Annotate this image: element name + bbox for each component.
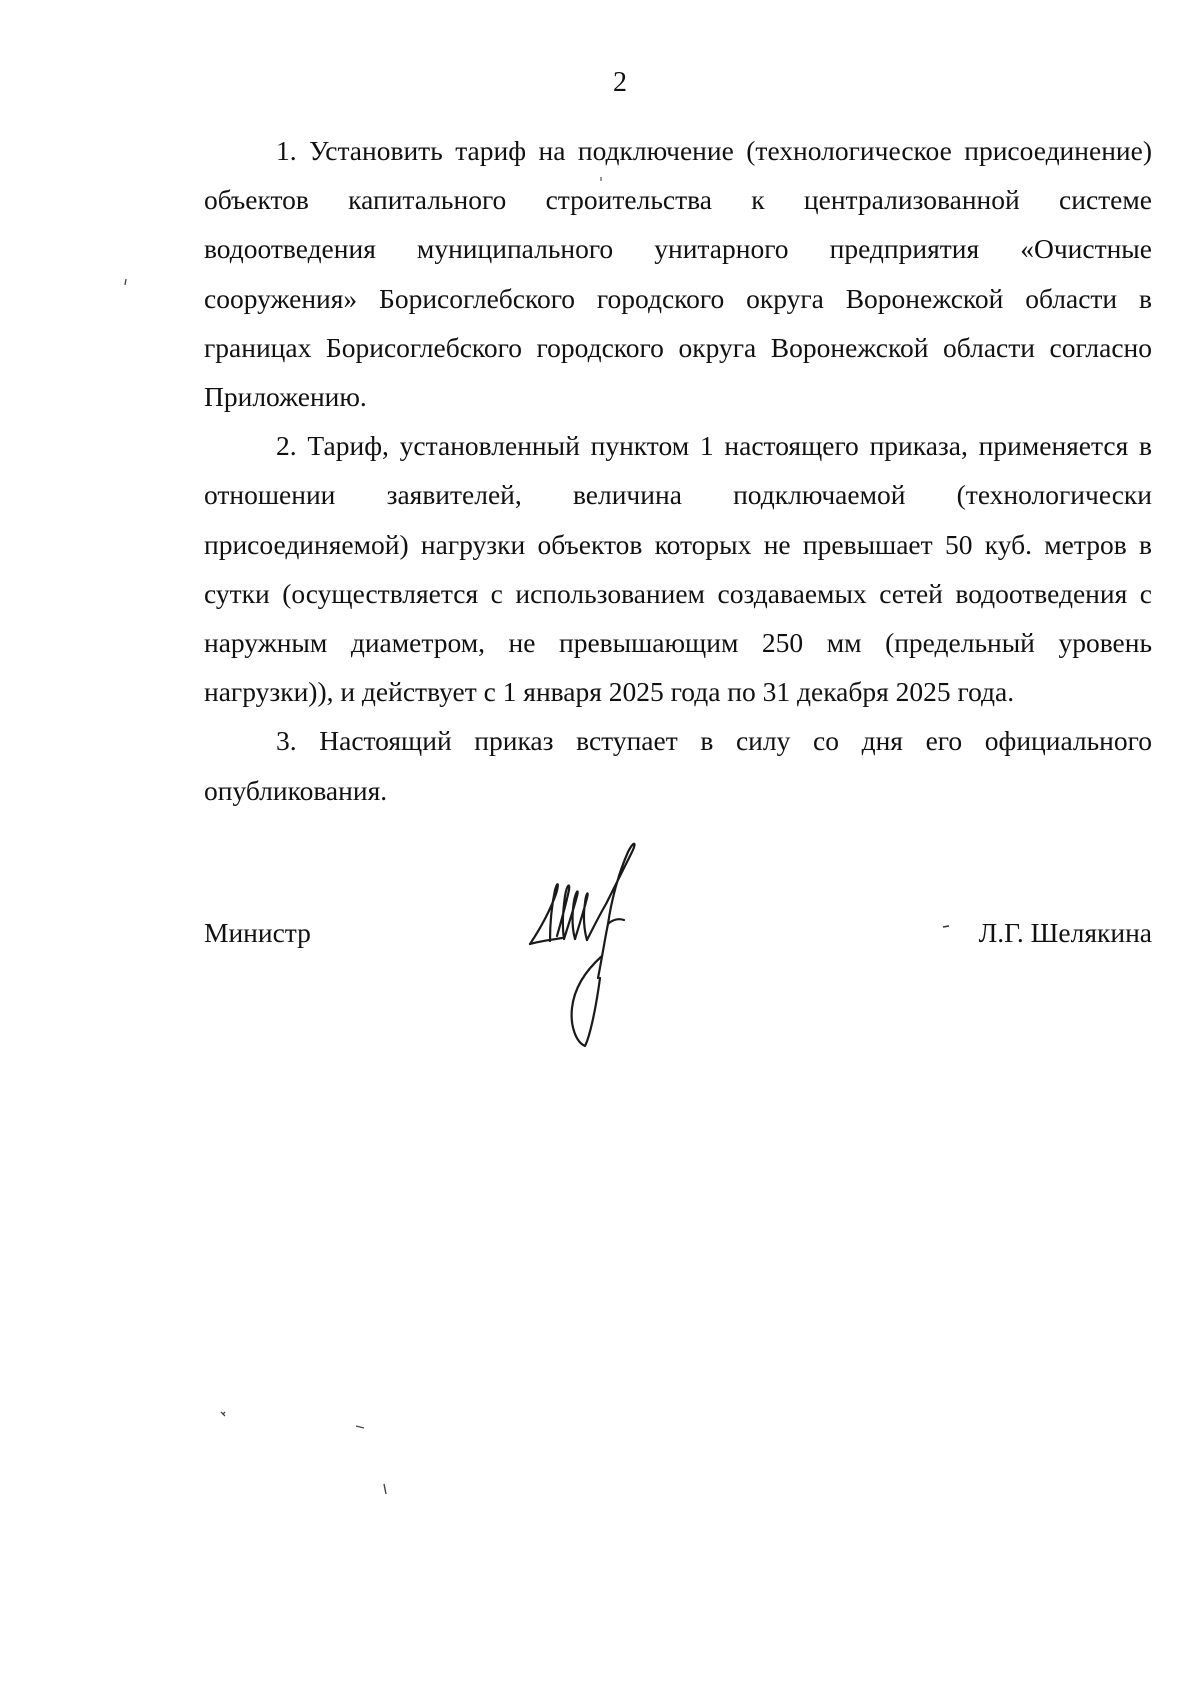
paragraph-1: 1. Установить тариф на подключение (технологическое присоединение) объектов капитального строительства к централизованной системе водоотведения муниципального унитарного предприятия «Очистные сооружения» Борисоглебского городского округа Воронежской области в границах Борисоглебского городского округа Воронежской области согласно Приложению. (204, 135, 1152, 413)
scan-speck (355, 1424, 365, 1430)
document-body (204, 126, 1152, 815)
paragraph-3: 3. Настоящий приказ вступает в силу со дня его официального опубликования. (204, 725, 1152, 806)
scan-speck (219, 1410, 227, 1418)
paragraph-2: 2. Тариф, установленный пунктом 1 настоящего приказа, применяется в отношении заявителей, величина подключаемой (технологически присоединяемой) нагрузки объектов которых не превышает 50 куб. метров в сутки (осуществляется с использованием создаваемых сетей водоотведения с наружным диаметром, не превышающим 250 мм (предельный уровень нагрузки)), и действует с 1 января 2025 года по 31 декабря 2025 года. (204, 430, 1152, 708)
signature-block (204, 915, 1152, 955)
scan-speck (122, 278, 130, 286)
signatory-position: Министр (204, 917, 311, 948)
scan-speck (598, 176, 604, 182)
scan-speck (942, 924, 950, 930)
page-number: 2 (613, 67, 627, 98)
signatory-name: Л.Г. Шелякина (978, 917, 1152, 948)
scan-speck (382, 1483, 388, 1495)
handwritten-signature (528, 838, 660, 1048)
